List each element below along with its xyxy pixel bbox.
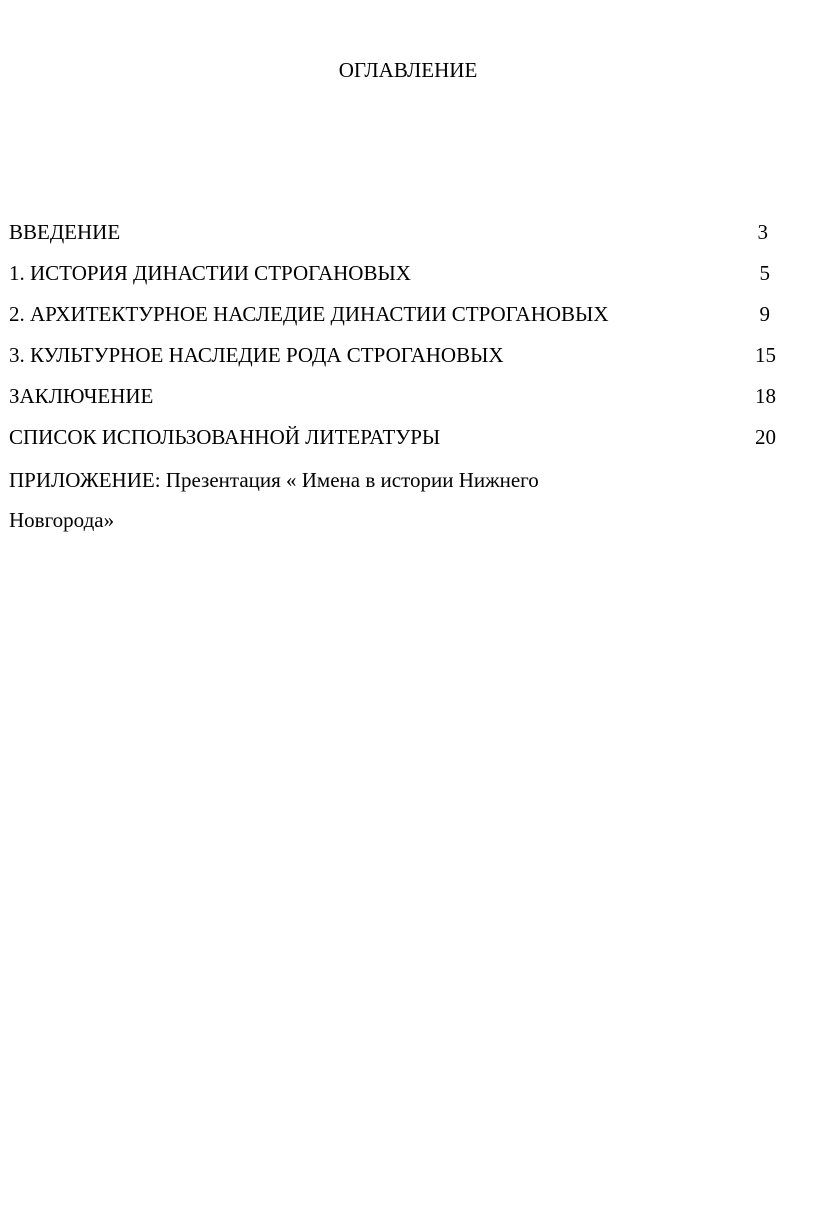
toc-entry-label: 1. ИСТОРИЯ ДИНАСТИИ СТРОГАНОВЫХ bbox=[9, 261, 411, 285]
toc-entry-label: 2. АРХИТЕКТУРНОЕ НАСЛЕДИЕ ДИНАСТИИ СТРОГАНОВЫХ bbox=[9, 302, 609, 326]
toc-entry-page: 18 bbox=[755, 384, 776, 408]
toc-entry-page: 20 bbox=[755, 425, 776, 449]
toc-entry-conclusion bbox=[9, 380, 776, 421]
toc-entry-introduction bbox=[9, 216, 776, 257]
toc-entry-label: 3. КУЛЬТУРНОЕ НАСЛЕДИЕ РОДА СТРОГАНОВЫХ bbox=[9, 343, 504, 367]
toc-entry-history bbox=[9, 257, 776, 298]
toc-entry-page: 15 bbox=[755, 343, 776, 367]
toc-entry-label: ВВЕДЕНИЕ bbox=[9, 220, 121, 244]
page-title: ОГЛАВЛЕНИЕ bbox=[338, 58, 478, 82]
toc-entry-page: 3 bbox=[757, 220, 768, 244]
toc-entry-appendix: ПРИЛОЖЕНИЕ: Презентация « Имена в истории Нижнего Новгорода» bbox=[9, 468, 539, 532]
toc-entry-label: СПИСОК ИСПОЛЬЗОВАННОЙ ЛИТЕРАТУРЫ bbox=[9, 425, 441, 449]
table-of-contents bbox=[9, 216, 776, 462]
toc-entry-architecture bbox=[9, 298, 776, 339]
toc-entry-page: 9 bbox=[759, 302, 770, 326]
toc-entry-label: ЗАКЛЮЧЕНИЕ bbox=[9, 384, 154, 408]
toc-entry-culture bbox=[9, 339, 776, 380]
toc-entry-bibliography bbox=[9, 421, 776, 462]
toc-entry-page: 5 bbox=[759, 261, 770, 285]
